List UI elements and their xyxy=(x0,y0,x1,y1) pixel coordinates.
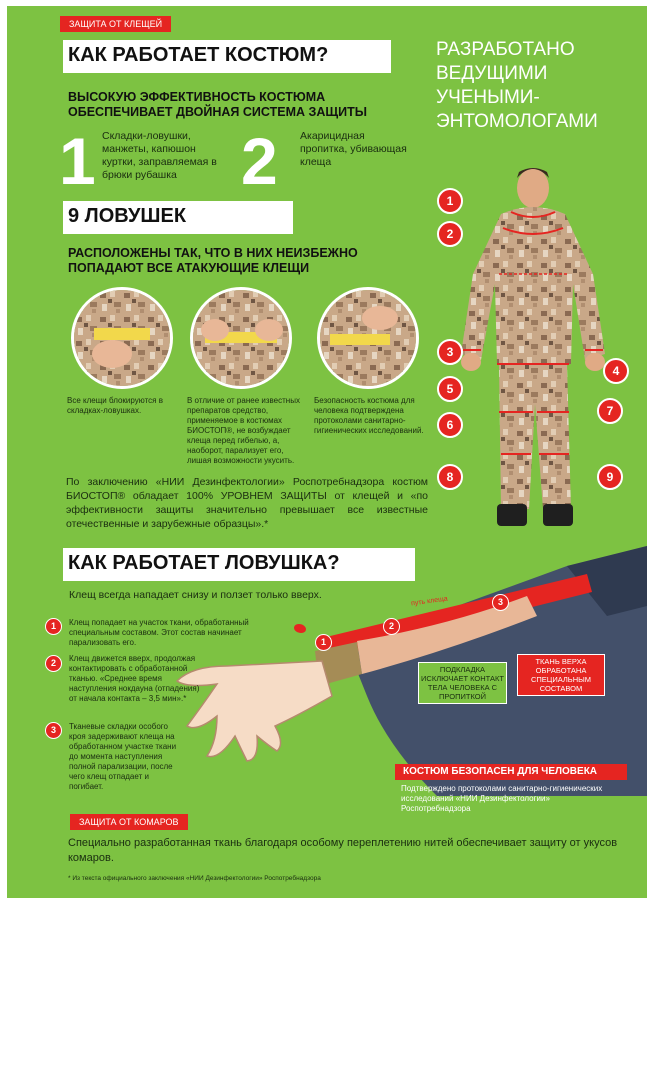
step-3-text: Тканевые складки особого кроя задерживают клеща на обработанном участке ткани до момента наступления полной парализации, после чего клещ отпадает и погибает. xyxy=(69,722,177,791)
suit-marker-3: 3 xyxy=(437,339,463,365)
protection-item-2-text: Акарицидная пропитка, убивающая клеща xyxy=(300,130,407,168)
protection-number-1: 1 xyxy=(59,124,96,198)
tick-protection-tag: ЗАЩИТА ОТ КЛЕЩЕЙ xyxy=(60,16,171,32)
protection-number-2: 2 xyxy=(241,124,278,198)
conclusion-text: По заключению «НИИ Дезинфектологии» Роспотребнадзора костюм БИОСТОП® обладает 100% УРОВНЕМ ЗАЩИТЫ от клещей и «по эффективности защиты значительно превышает все известные отечественные и зарубежные образцы».* xyxy=(66,476,428,530)
mosquito-protection-tag: ЗАЩИТА ОТ КОМАРОВ xyxy=(70,814,188,830)
step-1-marker: 1 xyxy=(45,618,62,635)
path-marker-2: 2 xyxy=(383,618,400,635)
suit-marker-5: 5 xyxy=(437,376,463,402)
lining-note: ПОДКЛАДКА ИСКЛЮЧАЕТ КОНТАКТ ТЕЛА ЧЕЛОВЕКА С ПРОПИТКОЙ xyxy=(418,662,507,704)
suit-marker-9: 9 xyxy=(597,464,623,490)
step-1-text: Клещ попадает на участок ткани, обработанный специальным составом. Этот состав начинает парализовать его. xyxy=(69,618,249,647)
suit-marker-8: 8 xyxy=(437,464,463,490)
safety-text: Подтверждено протоколами санитарно-гигиенических исследований «НИИ Дезинфектологии» Роспотребнадзора xyxy=(401,784,603,813)
step-3-marker: 3 xyxy=(45,722,62,739)
tick-icon xyxy=(294,624,306,633)
fabric-note: ТКАНЬ ВЕРХА ОБРАБОТАНА СПЕЦИАЛЬНЫМ СОСТАВОМ xyxy=(517,654,605,696)
nine-traps-title: 9 ЛОВУШЕК xyxy=(68,205,187,227)
protection-item-1-text: Складки-ловушки, манжеты, капюшон куртки, заправляемая в брюки рубашка xyxy=(102,130,217,181)
how-trap-works-title: КАК РАБОТАЕТ ЛОВУШКА? xyxy=(68,552,340,574)
step-2-text: Клещ движется вверх, продолжая контактировать с обработанной тканью. «Среднее время наступления нокдауна (отпадения) от начала контакта – 3,5 мин».* xyxy=(69,654,200,703)
trap-caption-1: Все клещи блокируются в складках-ловушках. xyxy=(67,396,163,415)
footnote: * Из текста официального заключения «НИИ Дезинфектологии» Роспотребнадзора xyxy=(68,875,321,882)
path-marker-3: 3 xyxy=(492,594,509,611)
leaflet-page xyxy=(7,6,647,898)
trap-photo-1 xyxy=(71,287,173,389)
trap-photo-3 xyxy=(317,287,419,389)
trap-photo-2 xyxy=(190,287,292,389)
tick-path-label: путь клеща xyxy=(410,595,449,608)
step-2-marker: 2 xyxy=(45,655,62,672)
suit-marker-4: 4 xyxy=(603,358,629,384)
safety-title: КОСТЮМ БЕЗОПАСЕН ДЛЯ ЧЕЛОВЕКА xyxy=(395,764,627,780)
suit-marker-1: 1 xyxy=(437,188,463,214)
trap-intro: Клещ всегда нападает снизу и ползет только вверх. xyxy=(69,589,322,601)
trap-caption-3: Безопасность костюма для человека подтверждена протоколами санитарно-гигиенических исследований. xyxy=(314,396,424,435)
suit-marker-7: 7 xyxy=(597,398,623,424)
developed-by-heading: РАЗРАБОТАНО ВЕДУЩИМИ УЧЕНЫМИ- ЭНТОМОЛОГАМИ xyxy=(436,39,598,132)
suit-marker-2: 2 xyxy=(437,221,463,247)
trap-caption-2: В отличие от ранее известных препаратов средство, применяемое в костюмах БИОСТОП®, не возбуждает клеща перед гибелью, а, наоборот, парализует его, лишая возможности укусить. xyxy=(187,396,300,465)
how-suit-works-title: КАК РАБОТАЕТ КОСТЮМ? xyxy=(68,44,329,66)
suit-figure xyxy=(443,164,615,534)
path-marker-1: 1 xyxy=(315,634,332,651)
suit-marker-6: 6 xyxy=(437,412,463,438)
nine-traps-subtitle: РАСПОЛОЖЕНЫ ТАК, ЧТО В НИХ НЕИЗБЕЖНО ПОПАДАЮТ ВСЕ АТАКУЮЩИЕ КЛЕЩИ xyxy=(68,246,358,275)
mosquito-text: Специально разработанная ткань благодаря особому переплетению нитей обеспечивает защиту от укусов комаров. xyxy=(68,837,618,864)
double-protection-heading: ВЫСОКУЮ ЭФФЕКТИВНОСТЬ КОСТЮМА ОБЕСПЕЧИВАЕТ ДВОЙНАЯ СИСТЕМА ЗАЩИТЫ xyxy=(68,90,367,119)
